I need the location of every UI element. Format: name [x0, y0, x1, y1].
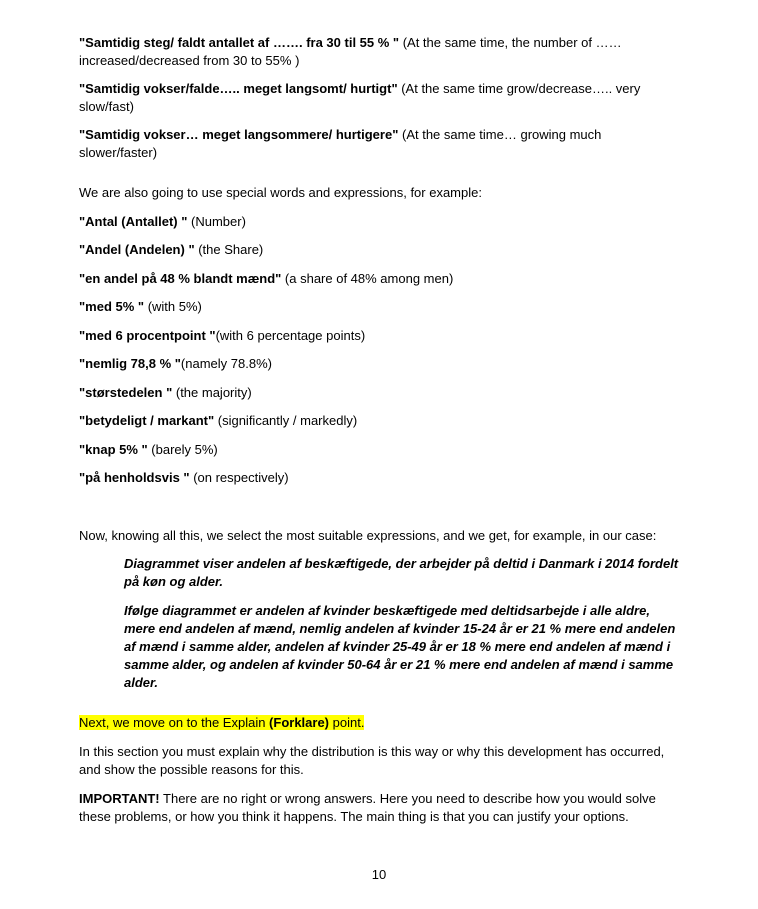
phrase-danish: "Samtidig vokser… meget langsommere/ hurtigere" [79, 127, 399, 142]
word-translation: (with 6 percentage points) [215, 328, 366, 343]
word-line [79, 469, 679, 487]
phrase-line [79, 126, 679, 162]
word-translation: (namely 78.8%) [180, 356, 272, 371]
word-translation: (Number) [187, 214, 246, 229]
word-danish: "nemlig 78,8 % " [79, 356, 181, 371]
word-danish: "knap 5% " [79, 442, 148, 457]
highlighted-text [79, 715, 364, 730]
next-term: (Forklare) [269, 715, 330, 730]
word-danish: "en andel på 48 % blandt mænd" [79, 271, 282, 286]
important-note [79, 790, 679, 826]
phrase-line [79, 80, 679, 116]
phrase-translation: (At the same time grow/decrease….. very slow/fast) [79, 81, 641, 114]
next-text: Next, we move on to the Explain [79, 715, 270, 730]
phrase-danish: "Samtidig vokser/falde….. meget langsomt/ hurtigt" [79, 81, 398, 96]
word-line [79, 355, 679, 373]
section-text: In this section you must explain why the distribution is this way or why this development has occurred, and show the possible reasons for this. [79, 744, 665, 777]
word-danish: "Andel (Andelen) " [79, 242, 195, 257]
phrase-danish: "Samtidig steg/ faldt antallet af ……. fra 30 til 55 % " [79, 35, 400, 50]
important-label: IMPORTANT! [79, 791, 160, 806]
word-translation: (the Share) [194, 242, 264, 257]
example-quote-2: Ifølge diagrammet er andelen af kvinder beskæftigede med deltidsarbejde i alle aldre, mere end andelen af mænd, nemlig andelen af kvinder 15-24 år er 21 % mere end andelen af mænd i samme alder, andelen af kvinder 25-49 år er 18 % mere end andelen af mænd i samme alder, og andelen af kvinder 50-64 år er 21 % mere end andelen af mænd i samme alder. [124, 603, 676, 690]
word-line [79, 327, 679, 345]
word-danish: "betydeligt / markant" [79, 413, 215, 428]
example-quote-1: Diagrammet viser andelen af beskæftigede, der arbejder på deltid i Danmark i 2014 fordelt på køn og alder. [124, 556, 679, 589]
word-translation: (barely 5%) [147, 442, 218, 457]
important-text: There are no right or wrong answers. Here you need to describe how you would solve these problems, or how you think it happens. The main thing is that you can justify your options. [79, 791, 656, 824]
now-text: Now, knowing all this, we select the most suitable expressions, and we get, for example, in our case: [79, 528, 657, 543]
word-line [79, 270, 679, 288]
phrase-translation: (At the same time… growing much slower/faster) [79, 127, 602, 160]
word-translation: (with 5%) [144, 299, 202, 314]
word-translation: (a share of 48% among men) [281, 271, 454, 286]
word-danish: "størstedelen " [79, 385, 173, 400]
word-line [79, 241, 679, 259]
word-danish: "med 5% " [79, 299, 145, 314]
word-danish: "Antal (Antallet) " [79, 214, 188, 229]
word-line [79, 441, 679, 459]
page-number: 10 [371, 867, 387, 882]
word-translation: (significantly / markedly) [214, 413, 358, 428]
next-text-end: point. [329, 715, 365, 730]
intro-words: We are also going to use special words and expressions, for example: [79, 185, 482, 200]
word-danish: "med 6 procentpoint " [79, 328, 216, 343]
phrase-line [79, 34, 679, 70]
phrase-translation: (At the same time, the number of …… increased/decreased from 30 to 55% ) [79, 35, 622, 68]
word-line [79, 213, 679, 231]
next-section-line [79, 714, 679, 732]
word-line [79, 384, 679, 402]
word-line [79, 298, 679, 316]
word-translation: (on respectively) [189, 470, 289, 485]
word-translation: (the majority) [172, 385, 252, 400]
word-line [79, 412, 679, 430]
word-danish: "på henholdsvis " [79, 470, 190, 485]
